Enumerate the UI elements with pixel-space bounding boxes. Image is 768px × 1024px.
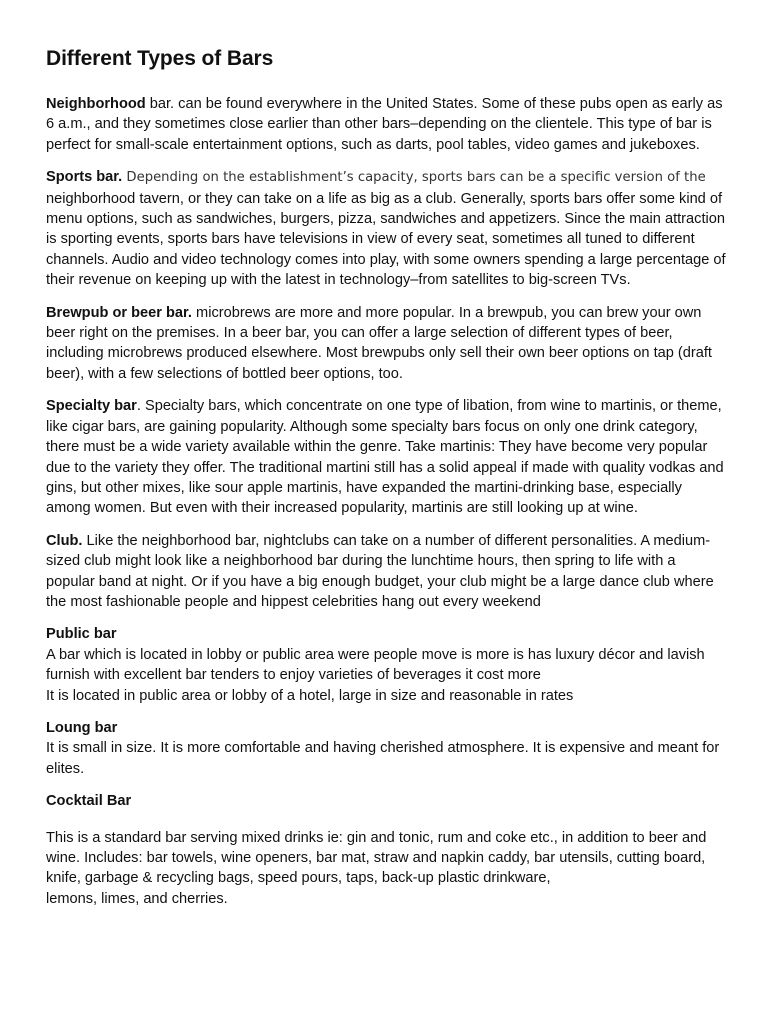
text-cocktail-bar-last: lemons, limes, and cherries. bbox=[46, 890, 228, 907]
text-public-bar-1: A bar which is located in lobby or public area were people move is more is has luxury décor and lavish furnish with excellent bar tenders to enjoy varieties of beverages it cost more bbox=[46, 646, 705, 684]
lead-club: Club. bbox=[46, 532, 83, 549]
lead-brewpub: Brewpub or beer bar. bbox=[46, 304, 192, 321]
text-sports: neighborhood tavern, or they can take on a life as big as a club. Generally, sports bars offer some kind of menu options, such as sandwiches, burgers, pizza, sandwiches and appetizers. Since the main attraction is sporting events, sports bars have televisions in view of every seat, sometimes all tuned to different channels. Audio and video technology comes into play, with some owners spending a large percentage of their revenue on keeping up with the latest in technology–from satellites to big-screen TVs. bbox=[46, 190, 726, 289]
paragraph-brewpub bbox=[46, 303, 726, 385]
paragraph-specialty bbox=[46, 396, 726, 518]
paragraph-neighborhood bbox=[46, 94, 726, 155]
text-public-bar-2: It is located in public area or lobby of a hotel, large in size and reasonable in rates bbox=[46, 687, 574, 704]
text-specialty: . Specialty bars, which concentrate on one type of libation, from wine to martinis, or theme, like cigar bars, are gaining popularity. Although some specialty bars focus on only one drink category, there must be a wide variety available within the genre. Take martinis: They have become very popular due to the variety they offer. The traditional martini still has a solid appeal if made with quality vodkas and gins, but other mixes, like sour apple martinis, have expanded the martini-drinking base, especially among women. But even with their increased popularity, martinis are still looking up at wine. bbox=[46, 398, 724, 517]
text-neighborhood: bar. can be found everywhere in the United States. Some of these pubs open as early as 6 a.m., and they sometimes close earlier than other bars–depending on the clientele. This type of bar is perfect for small-scale entertainment options, such as darts, pool tables, video games and jukeboxes. bbox=[46, 96, 723, 153]
section-loung-bar bbox=[46, 718, 726, 779]
section-public-bar bbox=[46, 624, 726, 706]
lead-neighborhood: Neighborhood bbox=[46, 96, 146, 112]
lead-sports: Sports bar. bbox=[46, 169, 123, 186]
text-club: Like the neighborhood bar, nightclubs can take on a number of different personalities. A medium-sized club might look like a neighborhood bar during the lunchtime hours, then spring to life with a popular band at night. Or if you have a big enough budget, your club might be a large dance club where the most fashionable people and hippest celebrities hang out every weekend bbox=[46, 532, 714, 610]
page-title: Different Types of Bars bbox=[46, 47, 274, 70]
text-cocktail-bar: This is a standard bar serving mixed drinks ie: gin and tonic, rum and coke etc., in addition to beer and wine. Includes: bar towels, wine openers, bar mat, straw and napkin caddy, bar utensils, cutting board, knife, garbage & recycling bags, speed pours, taps, back-up plastic drinkware, bbox=[46, 829, 707, 887]
lead-specialty: Specialty bar bbox=[46, 398, 137, 415]
text-brewpub: microbrews are more and more popular. In a brewpub, you can brew your own beer right on the premises. In a beer bar, you can offer a large selection of different types of beer, including microbrews produced elsewhere. Most brewpubs only sell their own beer options on tap (draft beer), with a few selections of bottled beer options, too. bbox=[46, 304, 712, 382]
heading-public-bar: Public bar bbox=[46, 626, 117, 643]
heading-loung-bar: Loung bar bbox=[46, 719, 118, 736]
paragraph-club bbox=[46, 531, 726, 613]
heading-cocktail-bar: Cocktail Bar bbox=[46, 793, 132, 810]
text-loung-bar: It is small in size. It is more comfortable and having cherished atmosphere. It is expensive and meant for elites. bbox=[46, 740, 720, 777]
document-page bbox=[46, 46, 726, 909]
paragraph-sports bbox=[46, 167, 726, 290]
alt-text-sports: Depending on the establishment’s capacity, sports bars can be a specific version of the bbox=[122, 170, 706, 186]
